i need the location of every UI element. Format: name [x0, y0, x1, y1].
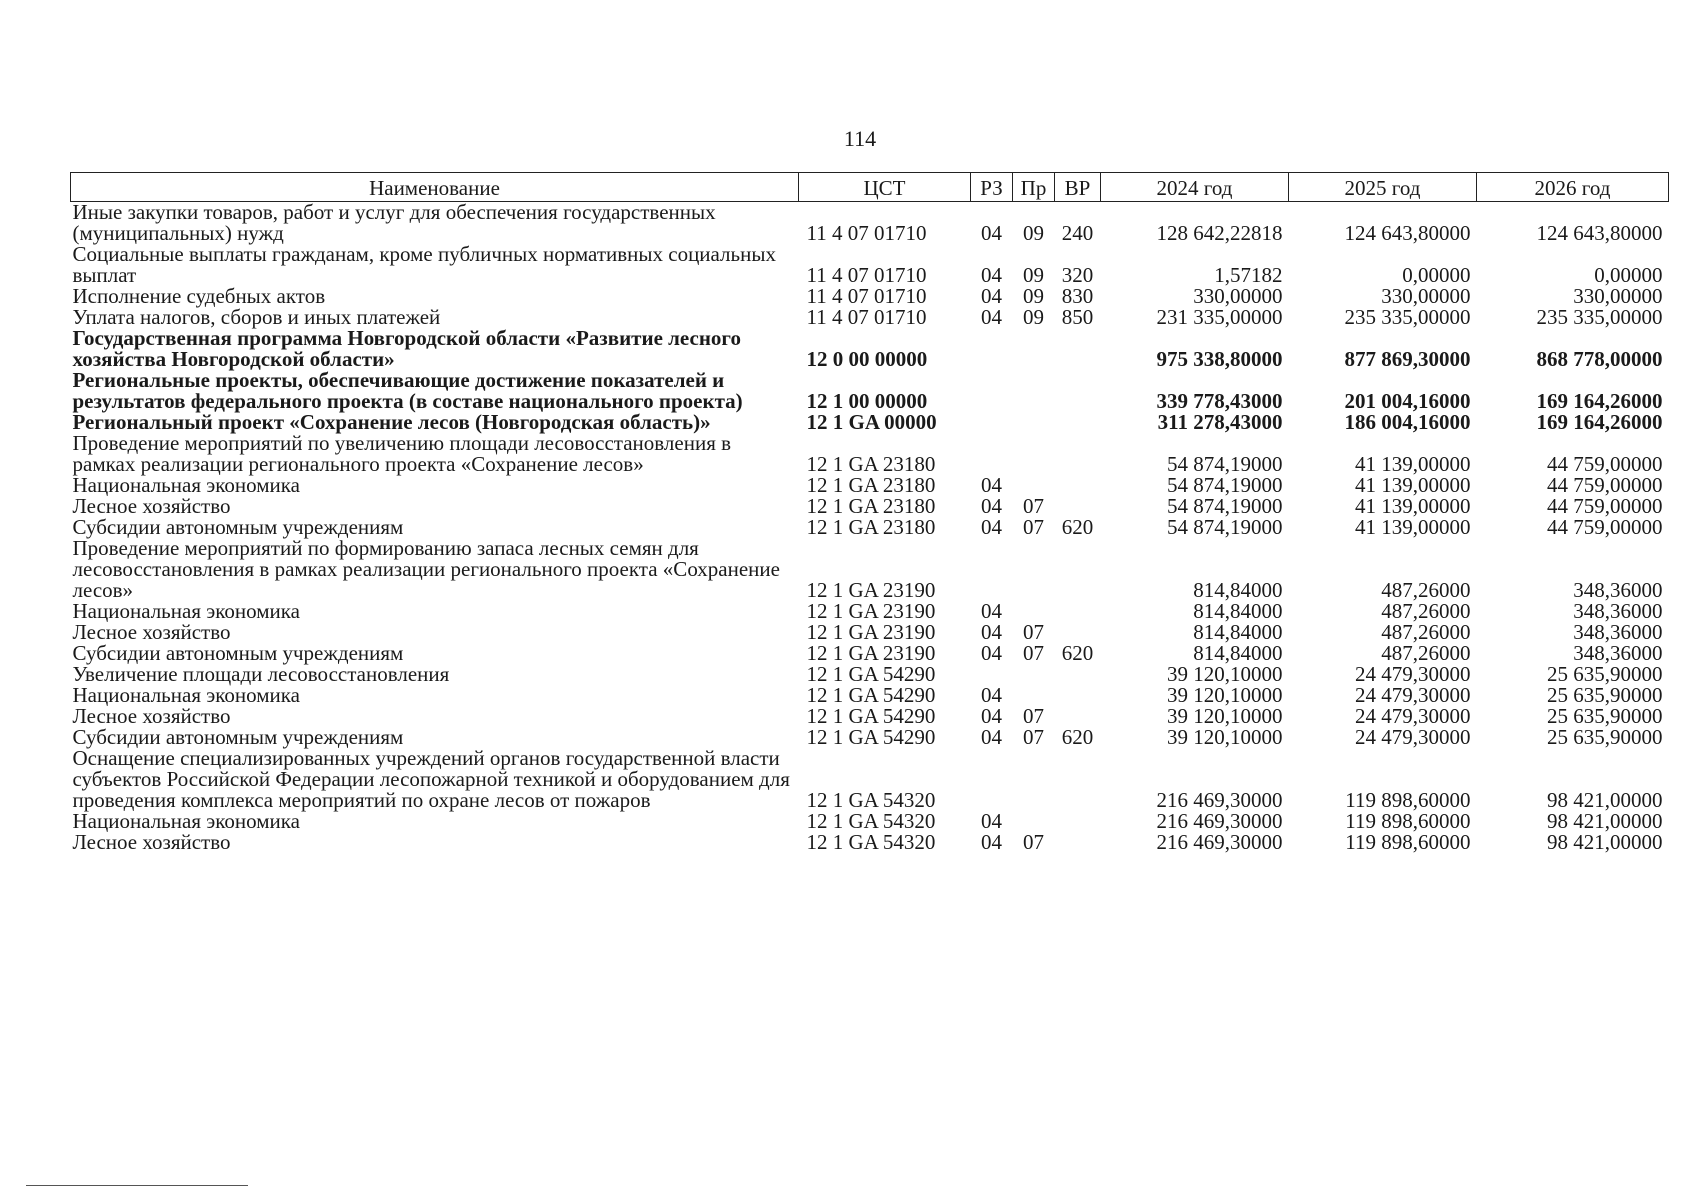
table-row: [71, 286, 1669, 307]
table-row: [71, 202, 1669, 245]
row-amount-2026: 235 335,00000: [1536, 305, 1663, 329]
table-row: [71, 706, 1669, 727]
row-rz: [971, 664, 1013, 685]
row-name: Лесное хозяйство: [72, 494, 231, 518]
row-vr: [1055, 601, 1101, 622]
header-pr: Пр: [1013, 173, 1055, 202]
row-amount-2026: 25 635,90000: [1547, 725, 1663, 749]
row-pr: 07: [1023, 641, 1044, 665]
row-name: Национальная экономика: [72, 473, 300, 497]
header-2026: 2026 год: [1477, 173, 1669, 202]
row-amount-2025: 119 898,60000: [1345, 830, 1471, 854]
row-amount-2025: 487,26000: [1381, 578, 1471, 602]
row-pr: 07: [1023, 830, 1044, 854]
row-amount-2024: 39 120,10000: [1167, 704, 1283, 728]
row-amount-2024: 128 642,22818: [1156, 221, 1283, 245]
footnote-separator: [26, 1185, 248, 1186]
row-vr: [1055, 496, 1101, 517]
row-cst: 12 1 GA 23190: [806, 578, 936, 602]
table-row: [71, 622, 1669, 643]
row-amount-2026: 98 421,00000: [1547, 830, 1663, 854]
row-amount-2026: 348,36000: [1573, 578, 1663, 602]
row-pr: 07: [1023, 620, 1044, 644]
row-rz: 04: [981, 599, 1002, 623]
row-amount-2025: 487,26000: [1381, 641, 1471, 665]
row-name: Исполнение судебных актов: [72, 284, 326, 308]
row-amount-2024: 54 874,19000: [1167, 473, 1283, 497]
row-amount-2026: 169 164,26000: [1536, 410, 1663, 434]
row-pr: 07: [1023, 494, 1044, 518]
row-pr: 09: [1023, 263, 1044, 287]
row-rz: 04: [981, 725, 1002, 749]
row-vr: [1055, 622, 1101, 643]
table-header-row: [71, 173, 1669, 202]
row-cst: 12 1 GA 54290: [806, 683, 936, 707]
budget-table: [70, 172, 1669, 853]
row-amount-2026: 44 759,00000: [1547, 494, 1663, 518]
row-amount-2026: 98 421,00000: [1547, 809, 1663, 833]
table-row: [71, 811, 1669, 832]
row-pr: 09: [1023, 221, 1044, 245]
row-vr: [1055, 811, 1101, 832]
table-row: [71, 685, 1669, 706]
header-2025: 2025 год: [1289, 173, 1477, 202]
row-amount-2025: 124 643,80000: [1344, 221, 1471, 245]
row-amount-2026: 25 635,90000: [1547, 704, 1663, 728]
row-pr: [1013, 475, 1055, 496]
row-amount-2025: 41 139,00000: [1355, 452, 1471, 476]
row-vr: [1055, 538, 1101, 601]
row-amount-2024: 814,84000: [1193, 578, 1283, 602]
row-amount-2024: 216 469,30000: [1156, 788, 1283, 812]
row-vr: [1055, 685, 1101, 706]
row-rz: [971, 370, 1013, 412]
row-amount-2024: 39 120,10000: [1167, 725, 1283, 749]
row-pr: [1013, 685, 1055, 706]
row-amount-2026: 169 164,26000: [1536, 389, 1663, 413]
row-amount-2025: 201 004,16000: [1344, 389, 1471, 413]
row-vr: [1055, 475, 1101, 496]
row-amount-2026: 25 635,90000: [1547, 662, 1663, 686]
row-pr: [1013, 412, 1055, 433]
table-row: [71, 244, 1669, 286]
row-pr: [1013, 538, 1055, 601]
row-vr: [1055, 748, 1101, 811]
row-amount-2024: 54 874,19000: [1167, 515, 1283, 539]
table-row: [71, 328, 1669, 370]
header-2024: 2024 год: [1101, 173, 1289, 202]
row-amount-2025: 487,26000: [1381, 599, 1471, 623]
row-cst: 11 4 07 01710: [806, 305, 927, 329]
row-amount-2024: 216 469,30000: [1156, 809, 1283, 833]
row-pr: [1013, 664, 1055, 685]
row-amount-2025: 24 479,30000: [1355, 683, 1471, 707]
header-name: Наименование: [71, 173, 799, 202]
table-row: [71, 433, 1669, 475]
row-vr: [1055, 832, 1101, 853]
row-amount-2025: 235 335,00000: [1344, 305, 1471, 329]
row-rz: [971, 433, 1013, 475]
row-name: Государственная программа Новгородской области «Развитие лесного хозяйства Новгородской области»: [72, 326, 741, 371]
table-row: [71, 517, 1669, 538]
row-cst: 12 1 GA 00000: [806, 410, 937, 434]
row-amount-2026: 348,36000: [1573, 620, 1663, 644]
row-amount-2024: 54 874,19000: [1167, 494, 1283, 518]
row-amount-2025: 24 479,30000: [1355, 704, 1471, 728]
row-name: Лесное хозяйство: [72, 620, 231, 644]
row-rz: 04: [981, 620, 1002, 644]
row-amount-2024: 814,84000: [1193, 599, 1283, 623]
row-name: Социальные выплаты гражданам, кроме публичных нормативных социальных выплат: [72, 242, 776, 287]
row-amount-2026: 348,36000: [1573, 641, 1663, 665]
row-pr: 09: [1023, 305, 1044, 329]
header-rz: РЗ: [971, 173, 1013, 202]
row-name: Национальная экономика: [72, 683, 300, 707]
row-amount-2024: 330,00000: [1193, 284, 1283, 308]
row-amount-2024: 39 120,10000: [1167, 662, 1283, 686]
row-amount-2026: 44 759,00000: [1547, 515, 1663, 539]
row-amount-2024: 54 874,19000: [1167, 452, 1283, 476]
row-amount-2024: 975 338,80000: [1156, 347, 1283, 371]
row-amount-2025: 119 898,60000: [1345, 809, 1471, 833]
page-number: 114: [843, 126, 877, 151]
row-rz: [971, 328, 1013, 370]
row-amount-2024: 231 335,00000: [1156, 305, 1283, 329]
row-pr: 07: [1023, 704, 1044, 728]
row-name: Лесное хозяйство: [72, 704, 231, 728]
row-amount-2026: 44 759,00000: [1547, 452, 1663, 476]
header-vr: ВР: [1055, 173, 1101, 202]
row-name: Региональный проект «Сохранение лесов (Новгородская область)»: [72, 410, 711, 434]
row-vr: 240: [1061, 221, 1094, 245]
row-pr: [1013, 328, 1055, 370]
row-amount-2026: 124 643,80000: [1536, 221, 1663, 245]
row-amount-2024: 39 120,10000: [1167, 683, 1283, 707]
row-amount-2024: 216 469,30000: [1156, 830, 1283, 854]
row-amount-2026: 348,36000: [1573, 599, 1663, 623]
row-rz: 04: [981, 704, 1002, 728]
row-vr: [1055, 328, 1101, 370]
row-cst: 12 0 00 00000: [806, 347, 928, 371]
row-amount-2025: 0,00000: [1402, 263, 1471, 287]
table-row: [71, 538, 1669, 601]
row-vr: [1055, 664, 1101, 685]
row-name: Субсидии автономным учреждениям: [72, 725, 404, 749]
row-rz: 04: [981, 305, 1002, 329]
row-amount-2025: 487,26000: [1381, 620, 1471, 644]
row-name: Лесное хозяйство: [72, 830, 231, 854]
row-name: Уплата налогов, сборов и иных платежей: [72, 305, 441, 329]
row-cst: 12 1 GA 23180: [806, 494, 936, 518]
row-pr: [1013, 748, 1055, 811]
row-rz: [971, 538, 1013, 601]
row-pr: 07: [1023, 725, 1044, 749]
row-amount-2025: 41 139,00000: [1355, 515, 1471, 539]
row-cst: 12 1 GA 54290: [806, 704, 936, 728]
row-amount-2025: 186 004,16000: [1344, 410, 1471, 434]
row-vr: [1055, 412, 1101, 433]
row-rz: [971, 748, 1013, 811]
row-cst: 12 1 00 00000: [806, 389, 928, 413]
table-row: [71, 748, 1669, 811]
row-amount-2025: 877 869,30000: [1344, 347, 1471, 371]
row-rz: 04: [981, 263, 1002, 287]
row-amount-2025: 41 139,00000: [1355, 494, 1471, 518]
row-pr: 07: [1023, 515, 1044, 539]
row-vr: 830: [1061, 284, 1094, 308]
row-cst: 12 1 GA 23180: [806, 452, 936, 476]
row-name: Субсидии автономным учреждениям: [72, 515, 404, 539]
row-amount-2024: 1,57182: [1214, 263, 1283, 287]
table-row: [71, 643, 1669, 664]
row-name: Проведение мероприятий по формированию запаса лесных семян для лесовосстановления в рамках реализации регионального проекта «Сохранение лесов»: [72, 536, 780, 602]
row-amount-2026: 0,00000: [1594, 263, 1663, 287]
row-pr: [1013, 601, 1055, 622]
row-amount-2025: 24 479,30000: [1355, 662, 1471, 686]
table-row: [71, 601, 1669, 622]
row-cst: 12 1 GA 54320: [806, 809, 936, 833]
table-row: [71, 475, 1669, 496]
row-rz: 04: [981, 683, 1002, 707]
row-amount-2026: 868 778,00000: [1536, 347, 1663, 371]
row-amount-2025: 24 479,30000: [1355, 725, 1471, 749]
row-cst: 12 1 GA 54290: [806, 725, 936, 749]
row-cst: 12 1 GA 54290: [806, 662, 936, 686]
row-vr: 850: [1061, 305, 1094, 329]
row-pr: [1013, 811, 1055, 832]
table-row: [71, 727, 1669, 748]
row-vr: [1055, 706, 1101, 727]
row-rz: 04: [981, 494, 1002, 518]
table-row: [71, 664, 1669, 685]
row-rz: 04: [981, 641, 1002, 665]
row-cst: 11 4 07 01710: [806, 221, 927, 245]
row-cst: 12 1 GA 54320: [806, 788, 936, 812]
row-amount-2024: 814,84000: [1193, 641, 1283, 665]
row-name: Субсидии автономным учреждениям: [72, 641, 404, 665]
row-amount-2025: 330,00000: [1381, 284, 1471, 308]
row-amount-2025: 119 898,60000: [1345, 788, 1471, 812]
row-name: Проведение мероприятий по увеличению площади лесовосстановления в рамках реализации регионального проекта «Сохранение лесов»: [72, 431, 732, 476]
row-cst: 12 1 GA 23180: [806, 515, 936, 539]
row-cst: 11 4 07 01710: [806, 284, 927, 308]
row-name: Увеличение площади лесовосстановления: [72, 662, 450, 686]
row-amount-2026: 44 759,00000: [1547, 473, 1663, 497]
row-amount-2024: 814,84000: [1193, 620, 1283, 644]
row-amount-2026: 25 635,90000: [1547, 683, 1663, 707]
row-cst: 11 4 07 01710: [806, 263, 927, 287]
row-name: Иные закупки товаров, работ и услуг для обеспечения государственных (муниципальных) нужд: [72, 200, 716, 245]
row-name: Национальная экономика: [72, 599, 300, 623]
row-vr: 620: [1061, 515, 1094, 539]
table-row: [71, 832, 1669, 853]
row-rz: 04: [981, 809, 1002, 833]
row-rz: 04: [981, 221, 1002, 245]
row-cst: 12 1 GA 23180: [806, 473, 936, 497]
row-rz: 04: [981, 473, 1002, 497]
row-cst: 12 1 GA 23190: [806, 641, 936, 665]
row-vr: 320: [1061, 263, 1094, 287]
row-vr: 620: [1061, 641, 1094, 665]
table-row: [71, 307, 1669, 328]
row-name: Оснащение специализированных учреждений органов государственной власти субъектов Российской Федерации лесопожарной техникой и оборудованием для проведения комплекса мероприятий по охране лесов от пожаров: [72, 746, 790, 812]
row-amount-2026: 98 421,00000: [1547, 788, 1663, 812]
row-vr: [1055, 370, 1101, 412]
row-rz: [971, 412, 1013, 433]
row-pr: [1013, 433, 1055, 475]
row-pr: 09: [1023, 284, 1044, 308]
header-cst: ЦСТ: [799, 173, 971, 202]
row-amount-2024: 339 778,43000: [1156, 389, 1283, 413]
table-row: [71, 412, 1669, 433]
row-amount-2024: 311 278,43000: [1157, 410, 1283, 434]
row-amount-2025: 41 139,00000: [1355, 473, 1471, 497]
row-cst: 12 1 GA 54320: [806, 830, 936, 854]
table-row: [71, 496, 1669, 517]
row-cst: 12 1 GA 23190: [806, 599, 936, 623]
row-amount-2026: 330,00000: [1573, 284, 1663, 308]
table-row: [71, 370, 1669, 412]
row-rz: 04: [981, 284, 1002, 308]
row-name: Региональные проекты, обеспечивающие достижение показателей и результатов федерального проекта (в составе национального проекта): [72, 368, 743, 413]
row-pr: [1013, 370, 1055, 412]
row-rz: 04: [981, 515, 1002, 539]
row-vr: 620: [1061, 725, 1094, 749]
row-name: Национальная экономика: [72, 809, 300, 833]
row-cst: 12 1 GA 23190: [806, 620, 936, 644]
row-rz: 04: [981, 830, 1002, 854]
row-vr: [1055, 433, 1101, 475]
